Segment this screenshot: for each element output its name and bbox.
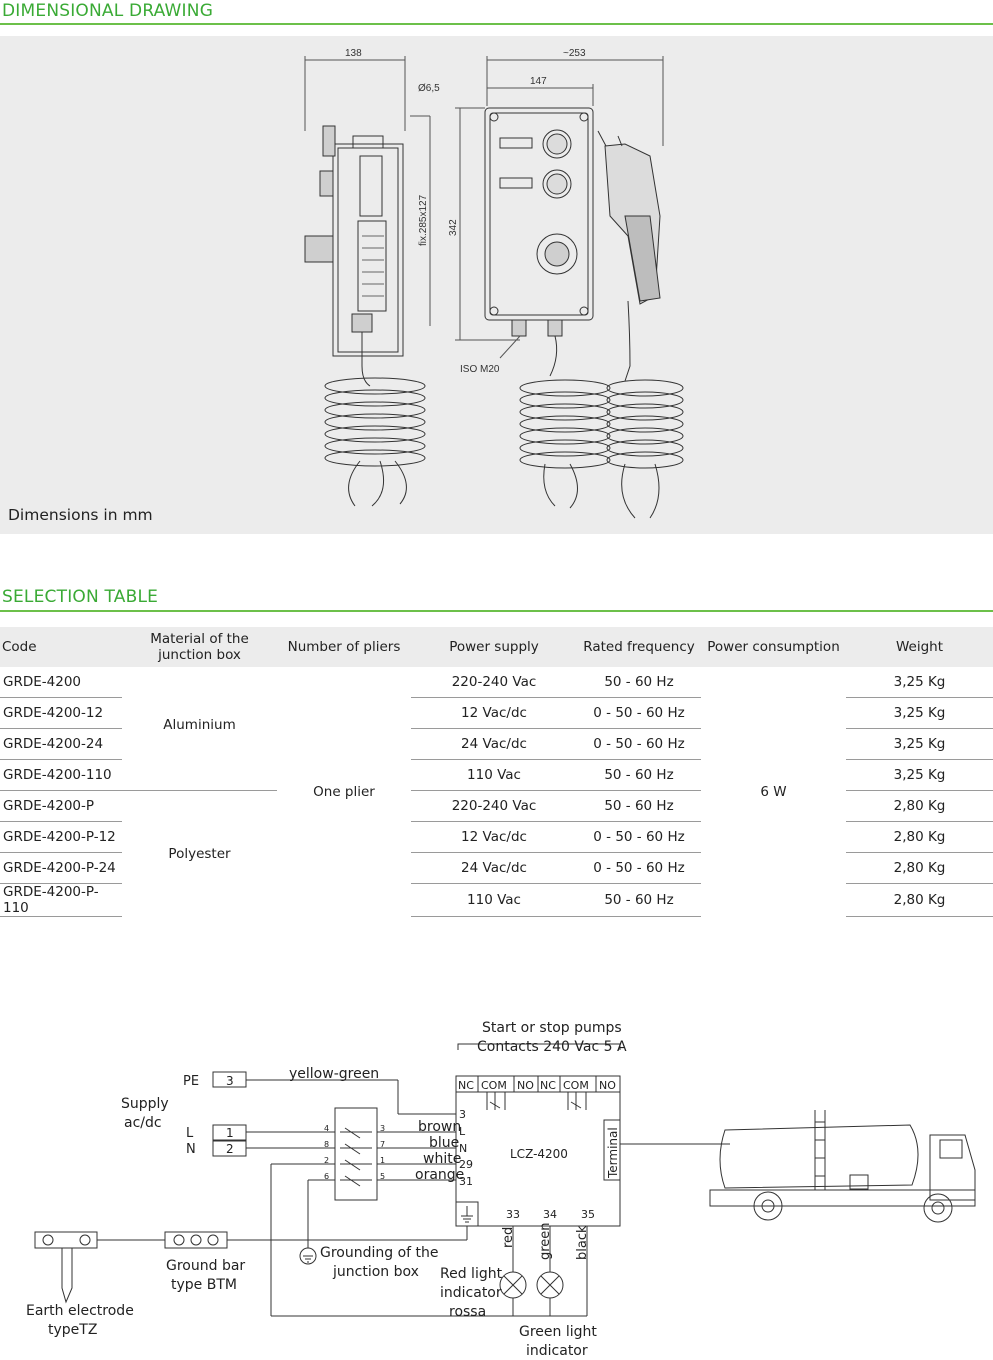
side-clamp-lower: [358, 221, 386, 311]
front-gland-1: [512, 320, 526, 336]
cell-material-polyester: Polyester: [168, 845, 231, 862]
plier-cable: [625, 301, 630, 381]
front-label-1: [500, 138, 532, 148]
black-wire-label: black: [575, 1225, 590, 1260]
cell-weight: 2,80 Kg: [846, 791, 993, 822]
front-light-1-inner: [547, 134, 567, 154]
selection-title: SELECTION TABLE: [2, 587, 159, 607]
cell-code: GRDE-4200-12: [0, 698, 122, 729]
relay-contacts: [487, 1092, 586, 1110]
tanker-truck: [710, 1110, 975, 1222]
red-light-cross: [504, 1276, 522, 1294]
grounding-icon: [303, 1256, 313, 1262]
earth-label-2: typeTZ: [48, 1322, 98, 1338]
switch-contacts: [340, 1128, 372, 1186]
supply-label-2: ac/dc: [124, 1115, 162, 1131]
dimensional-title-rule: [0, 23, 993, 25]
cell-weight: 3,25 Kg: [846, 760, 993, 791]
earth-electrode-head: [35, 1232, 97, 1248]
sw-right-1: 7: [380, 1140, 386, 1149]
cell-supply: 24 Vac/dc: [411, 853, 577, 884]
grounding-label-1: Grounding of the: [320, 1245, 439, 1261]
front-screw-bl: [490, 307, 498, 315]
front-screw-tl: [490, 113, 498, 121]
red-light-label-2: indicator: [440, 1285, 502, 1301]
cell-frequency: 0 - 50 - 60 Hz: [577, 853, 701, 884]
pe-label: PE: [183, 1074, 200, 1089]
sw-left-3: 6: [324, 1172, 330, 1181]
plier-cable-coil: [607, 380, 683, 518]
sw-right-2: 1: [380, 1156, 386, 1165]
n-number: 2: [226, 1142, 234, 1156]
cell-frequency: 0 - 50 - 60 Hz: [577, 698, 701, 729]
side-knob-top: [323, 126, 335, 156]
red-light-label-1: Red light: [440, 1266, 503, 1282]
cell-weight: 3,25 Kg: [846, 698, 993, 729]
cell-supply: 220-240 Vac: [411, 791, 577, 822]
ground-bar-label-1: Ground bar: [166, 1258, 246, 1274]
bottom-term-34: 34: [543, 1208, 557, 1221]
green-wire-label: green: [538, 1222, 553, 1260]
front-label-2: [500, 178, 532, 188]
cell-material-aluminium: Aluminium: [122, 667, 277, 791]
dimensional-title: DIMENSIONAL DRAWING: [2, 1, 214, 21]
header-frequency: Rated frequency: [577, 627, 701, 667]
yellow-green-label: yellow-green: [289, 1066, 380, 1082]
earth-electrode-rod: [62, 1248, 72, 1302]
cell-supply: 220-240 Vac: [411, 667, 577, 698]
term-31: 31: [459, 1175, 473, 1188]
front-gland-2: [548, 320, 562, 336]
table-header-row: [0, 627, 993, 667]
term-3: 3: [459, 1108, 466, 1121]
selection-table: [0, 627, 993, 917]
device-ground-icon: [461, 1206, 473, 1222]
pumps-label-2: Contacts 240 Vac 5 A: [477, 1039, 627, 1055]
ground-bar-bolt-3: [208, 1235, 218, 1245]
header-material: Material of the junction box: [122, 627, 277, 667]
cell-code: GRDE-4200-24: [0, 729, 122, 760]
cell-supply: 110 Vac: [411, 884, 577, 917]
green-light-label-2: indicator: [526, 1343, 588, 1359]
cell-supply: 12 Vac/dc: [411, 822, 577, 853]
green-light-cross: [541, 1276, 559, 1294]
contact-com-2: COM: [563, 1079, 589, 1092]
contact-com-1: COM: [481, 1079, 507, 1092]
l-label: L: [186, 1126, 194, 1141]
wire-blue: blue: [429, 1135, 460, 1151]
header-code: Code: [0, 627, 122, 667]
side-knob-mid: [320, 171, 333, 196]
front-cable-coil: [520, 380, 610, 508]
front-light-2-inner: [547, 174, 567, 194]
dim-147-label: 147: [530, 76, 547, 87]
term-l: L: [459, 1125, 466, 1138]
ground-bar-label-2: type BTM: [171, 1277, 237, 1293]
cell-weight: 3,25 Kg: [846, 729, 993, 760]
front-screw-tr: [580, 113, 588, 121]
cell-weight: 2,80 Kg: [846, 884, 993, 917]
wire-white: white: [423, 1151, 462, 1167]
dim-253-label: ~253: [563, 48, 586, 59]
contact-no-2: NO: [599, 1079, 616, 1092]
sw-left-0: 4: [324, 1124, 330, 1133]
ground-bar-bolt-2: [191, 1235, 201, 1245]
sw-left-2: 2: [324, 1156, 330, 1165]
cell-code: GRDE-4200-110: [0, 760, 122, 791]
selection-title-rule: [0, 610, 993, 612]
dim-342-label: 342: [448, 219, 459, 236]
side-knob-bottom: [305, 236, 333, 262]
cell-weight: 2,80 Kg: [846, 822, 993, 853]
cell-consumption: 6 W: [760, 783, 787, 800]
lights-common: [513, 1298, 550, 1316]
sw-left-1: 8: [324, 1140, 330, 1149]
switch-box: [335, 1108, 377, 1200]
front-view-box: [485, 108, 593, 320]
side-hinge: [353, 136, 383, 148]
bottom-term-33: 33: [506, 1208, 520, 1221]
bottom-term-35: 35: [581, 1208, 595, 1221]
l-number: 1: [226, 1126, 234, 1140]
front-cable: [550, 336, 557, 376]
iso-label: ISO M20: [460, 364, 500, 375]
n-label: N: [186, 1142, 196, 1157]
cell-supply: 24 Vac/dc: [411, 729, 577, 760]
supply-label-1: Supply: [121, 1096, 169, 1112]
side-gland: [352, 314, 372, 332]
dimensional-drawing: [0, 36, 993, 534]
cell-frequency: 0 - 50 - 60 Hz: [577, 729, 701, 760]
cell-code: GRDE-4200-P-24: [0, 853, 122, 884]
dim-285-label: fix.285x127: [418, 194, 429, 246]
dim-6-5-label: Ø6,5: [418, 83, 440, 94]
electrode-bolt-2: [80, 1235, 90, 1245]
cell-supply: 110 Vac: [411, 760, 577, 791]
term-29: 29: [459, 1158, 473, 1171]
grounding-label-2: junction box: [333, 1264, 419, 1280]
term-n: N: [459, 1142, 468, 1155]
device-label: LCZ-4200: [510, 1147, 568, 1161]
cell-code: GRDE-4200-P: [0, 791, 122, 822]
pumps-label-1: Start or stop pumps: [482, 1020, 622, 1036]
pe-number: 3: [226, 1074, 234, 1088]
cell-frequency: 50 - 60 Hz: [577, 884, 701, 917]
cell-frequency: 0 - 50 - 60 Hz: [577, 822, 701, 853]
wire-brown: brown: [418, 1119, 462, 1135]
contact-no-1: NO: [517, 1079, 534, 1092]
header-supply: Power supply: [411, 627, 577, 667]
ground-bar-bolt-1: [174, 1235, 184, 1245]
contact-nc-1: NC: [458, 1079, 474, 1092]
cell-frequency: 50 - 60 Hz: [577, 791, 701, 822]
electrode-bolt-1: [43, 1235, 53, 1245]
table-row: [0, 667, 993, 698]
iso-leader: [500, 336, 520, 358]
header-consumption: Power consumption: [701, 627, 846, 667]
cell-weight: 2,80 Kg: [846, 853, 993, 884]
earth-label-1: Earth electrode: [26, 1303, 134, 1319]
header-pliers: Number of pliers: [277, 627, 411, 667]
header-weight: Weight: [846, 627, 993, 667]
front-view-inner: [490, 113, 588, 315]
cell-weight: 3,25 Kg: [846, 667, 993, 698]
front-screw-br: [580, 307, 588, 315]
sw-right-3: 5: [380, 1172, 386, 1181]
wire-orange: orange: [415, 1167, 465, 1183]
cell-code: GRDE-4200-P-12: [0, 822, 122, 853]
terminal-label: Terminal: [606, 1127, 620, 1178]
cell-code: GRDE-4200-P-110: [0, 884, 122, 917]
cell-frequency: 50 - 60 Hz: [577, 667, 701, 698]
side-clamp-grip: [362, 236, 384, 296]
front-selector-knob: [545, 242, 569, 266]
cell-supply: 12 Vac/dc: [411, 698, 577, 729]
red-light-label-3: rossa: [449, 1304, 487, 1320]
contact-nc-2: NC: [540, 1079, 556, 1092]
dim-138-label: 138: [345, 48, 362, 59]
plier-tip: [598, 131, 622, 146]
dimensions-caption: Dimensions in mm: [8, 506, 153, 524]
wiring-diagram: [0, 1010, 993, 1360]
side-clamp-upper: [360, 156, 382, 216]
sw-right-0: 3: [380, 1124, 386, 1133]
cell-code: GRDE-4200: [0, 667, 122, 698]
side-cable-coil: [325, 378, 425, 506]
green-light-label-1: Green light: [519, 1324, 597, 1340]
red-wire-label: red: [501, 1226, 516, 1248]
cell-frequency: 50 - 60 Hz: [577, 760, 701, 791]
cell-pliers: One plier: [313, 783, 375, 800]
